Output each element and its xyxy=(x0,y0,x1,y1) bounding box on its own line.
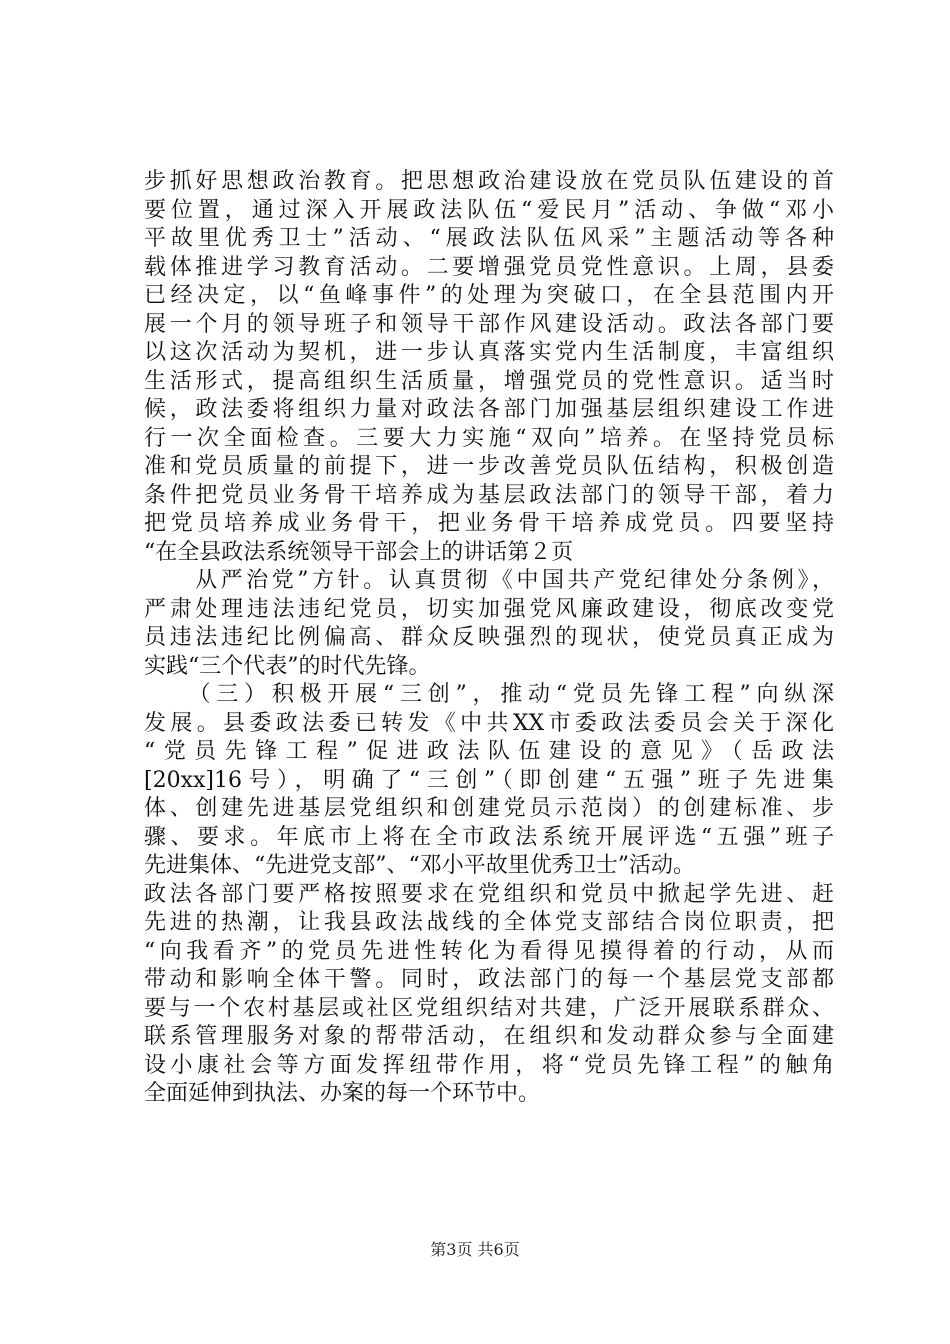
text-line: “向我看齐”的党员先进性转化为看得见摸得着的行动，从而 xyxy=(144,938,834,964)
text-line: 已经决定，以“鱼峰事件”的处理为突破口，在全县范围内开 xyxy=(144,283,834,308)
text-line: 要位置，通过深入开展政法队伍“爱民月”活动、争做“邓小 xyxy=(144,197,834,223)
text-line: 全面延伸到执法、办案的每一个环节中。 xyxy=(144,1081,541,1106)
text-line: 体、创建先进基层党组织和创建党员示范岗）的创建标准、步 xyxy=(144,796,834,821)
text-line: 平故里优秀卫士”活动、“展政法队伍风采”主题活动等各种 xyxy=(144,226,834,251)
text-line: 候，政法委将组织力量对政法各部门加强基层组织建设工作进 xyxy=(144,397,834,422)
text-line: （三）积极开展“三创”，推动“党员先锋工程”向纵深 xyxy=(144,682,834,707)
text-line: 员违法违纪比例偏高、群众反映强烈的现状，使党员真正成为 xyxy=(144,625,834,650)
text-line: “在全县政法系统领导干部会上的讲话第２页 xyxy=(144,539,574,565)
text-line: 实践“三个代表”的时代先锋。 xyxy=(144,653,431,679)
text-line: 从严治党”方针。认真贯彻《中国共产党纪律处分条例》， xyxy=(144,568,834,593)
text-line: 联系管理服务对象的帮带活动，在组织和发动群众参与全面建 xyxy=(144,1024,834,1049)
document-body xyxy=(144,168,834,1109)
text-line: 设小康社会等方面发挥纽带作用，将“党员先锋工程”的触角 xyxy=(144,1052,834,1078)
text-line: 展一个月的领导班子和领导干部作风建设活动。政法各部门要 xyxy=(144,311,834,337)
text-line: 以这次活动为契机，进一步认真落实党内生活制度，丰富组织 xyxy=(144,340,834,365)
text-line: 步抓好思想政治教育。把思想政治建设放在党员队伍建设的首 xyxy=(144,169,834,194)
text-line: 骤、要求。年底市上将在全市政法系统开展评选“五强”班子 xyxy=(144,824,834,850)
text-line: 生活形式，提高组织生活质量，增强党员的党性意识。适当时 xyxy=(144,368,834,394)
text-line: 政法各部门要严格按照要求在党组织和党员中掀起学先进、赶 xyxy=(144,881,834,907)
text-line: 先进集体、“先进党支部”、“邓小平故里优秀卫士”活动。 xyxy=(144,853,695,878)
text-line: 把党员培养成业务骨干，把业务骨干培养成党员。四要坚持 xyxy=(144,511,834,536)
text-line: 严肃处理违法违纪党员，切实加强党风廉政建设，彻底改变党 xyxy=(144,596,834,622)
text-line: 行一次全面检查。三要大力实施“双向”培养。在坚持党员标 xyxy=(144,425,834,451)
page-footer: 第3页 共6页 xyxy=(430,1240,520,1259)
text-line: “党员先锋工程”促进政法队伍建设的意见》（岳政法 xyxy=(144,739,834,764)
text-line: 先进的热潮，让我县政法战线的全体党支部结合岗位职责，把 xyxy=(144,910,834,935)
text-line: 准和党员质量的前提下，进一步改善党员队伍结构，积极创造 xyxy=(144,454,834,479)
text-line: 带动和影响全体干警。同时，政法部门的每一个基层党支部都 xyxy=(144,967,834,992)
text-line: 要与一个农村基层或社区党组织结对共建，广泛开展联系群众、 xyxy=(144,995,834,1021)
text-line: [20xx]16号），明确了“三创”（即创建“五强”班子先进集 xyxy=(144,767,834,793)
text-line: 发展。县委政法委已转发《中共XX市委政法委员会关于深化 xyxy=(144,710,834,736)
text-line: 条件把党员业务骨干培养成为基层政法部门的领导干部，着力 xyxy=(144,482,834,508)
text-line: 载体推进学习教育活动。二要增强党员党性意识。上周，县委 xyxy=(144,254,834,280)
